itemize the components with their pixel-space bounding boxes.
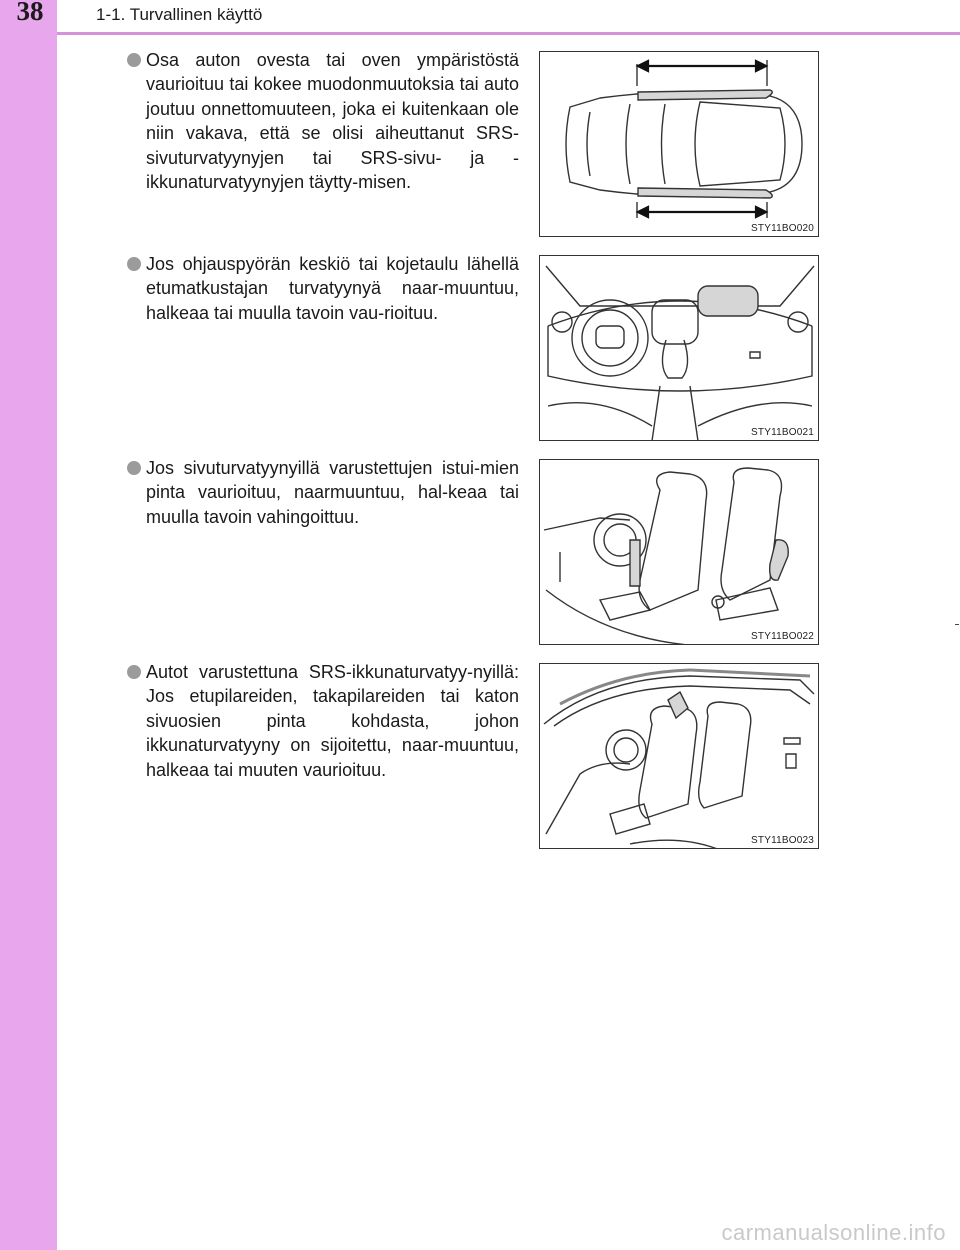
bullet-icon — [127, 665, 141, 679]
figure-dashboard — [539, 255, 819, 441]
list-item — [127, 48, 519, 194]
seats-illustration — [540, 460, 819, 645]
section-title: 1-1. Turvallinen käyttö — [96, 5, 263, 24]
bullet-icon — [127, 53, 141, 67]
list-item — [127, 456, 519, 529]
figure-code: STY11BO022 — [751, 631, 814, 642]
list-item-text: Autot varustettuna SRS-ikkunaturvatyy-nyillä: Jos etupilareiden, takapilareiden tai katon sivuosien pinta kohdasta, johon ikkunaturvatyyny on sijoitettu, naar-muuntuu, halkeaa tai muuten vaurioituu. — [146, 662, 519, 780]
dashboard-illustration — [540, 256, 819, 441]
side-tab — [0, 0, 57, 1250]
car-top-view-illustration — [540, 52, 819, 237]
figure-curtain-airbag — [539, 663, 819, 849]
list-item-text: Jos ohjauspyörän keskiö tai kojetaulu lähellä etumatkustajan turvatyynyä naar-muuntuu, halkeaa tai muulla tavoin vau-rioituu. — [146, 254, 519, 323]
list-item — [127, 660, 519, 782]
curtain-airbag-illustration — [540, 664, 819, 849]
header-divider — [57, 32, 960, 35]
figure-code: STY11BO021 — [751, 427, 814, 438]
list-item-text: Osa auton ovesta tai oven ympäristöstä vaurioituu tai kokee muodonmuutoksia tai auto joutuu onnettomuuteen, joka ei kuitenkaan ole niin vakava, että se olisi aiheuttanut SRS-sivuturvatyynyjen tai SRS-sivu- ja -ikkunaturvatyynyjen täytty-misen. — [146, 50, 519, 193]
figure-door-damage — [539, 51, 819, 237]
figure-code: STY11BO023 — [751, 835, 814, 846]
bullet-icon — [127, 461, 141, 475]
watermark: carmanualsonline.info — [721, 1220, 946, 1245]
margin-mark — [955, 624, 959, 625]
figure-seats — [539, 459, 819, 645]
page-number: 38 — [16, 0, 44, 26]
list-item-text: Jos sivuturvatyynyillä varustettujen istui-mien pinta vaurioituu, naarmuuntuu, hal-keaa tai muulla tavoin vahingoittuu. — [146, 458, 519, 527]
bullet-icon — [127, 257, 141, 271]
figure-code: STY11BO020 — [751, 223, 814, 234]
list-item — [127, 252, 519, 325]
